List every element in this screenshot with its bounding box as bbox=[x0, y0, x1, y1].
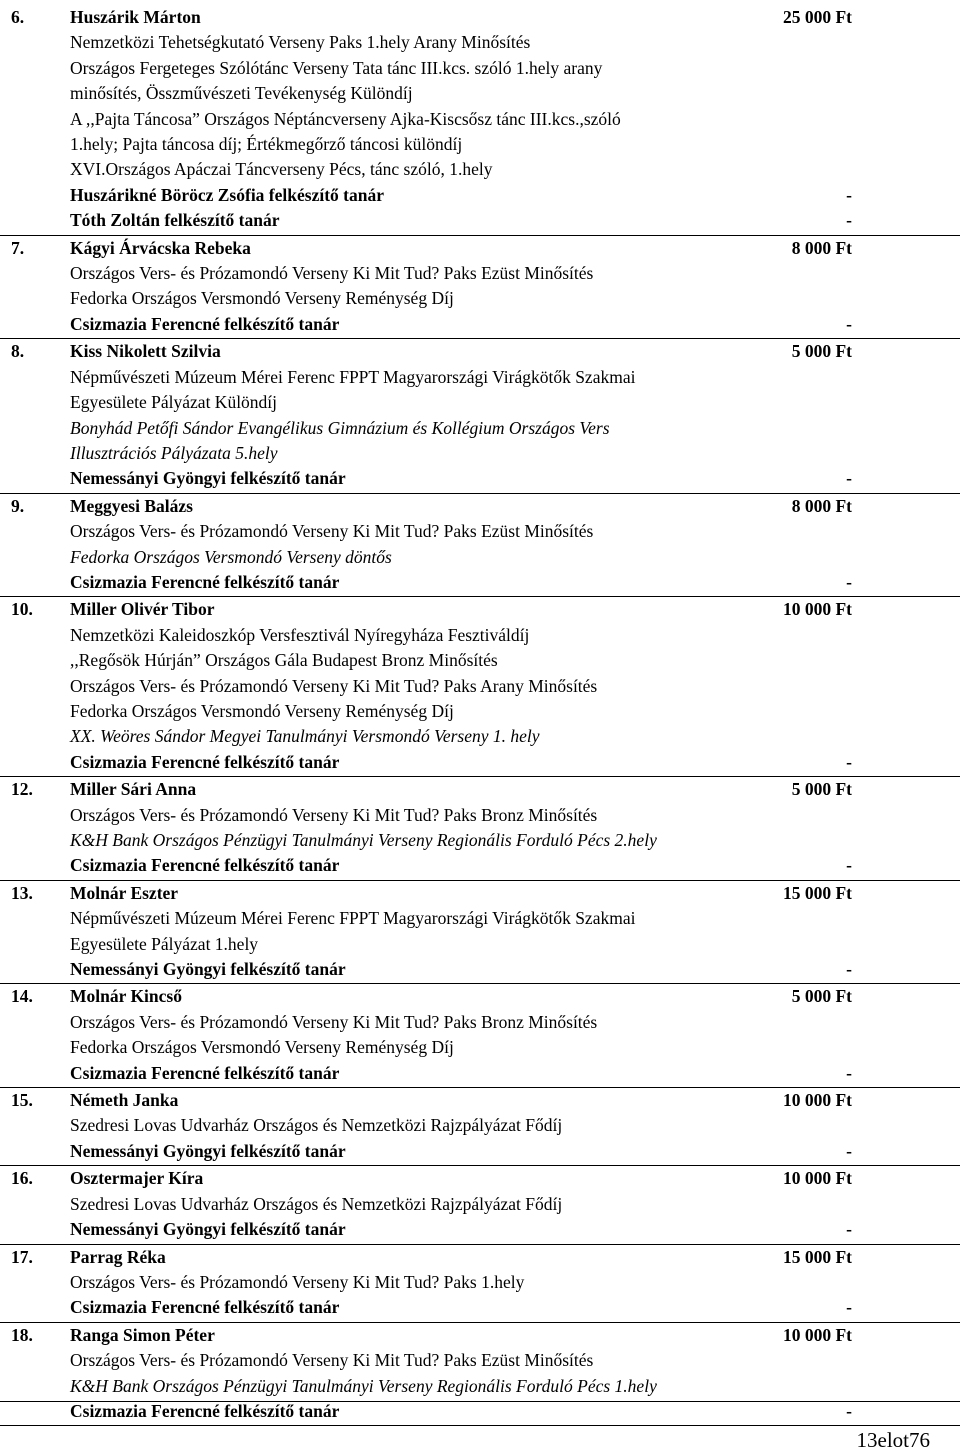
entry-number: 10. bbox=[11, 599, 33, 620]
achievement-line: Országos Fergeteges Szólótánc Verseny Tata tánc III.kcs. szóló 1.hely arany bbox=[70, 57, 603, 78]
achievement-line: Népművészeti Múzeum Mérei Ferenc FPPT Magyarországi Virágkötők Szakmai bbox=[70, 366, 636, 387]
student-name: Molnár Eszter bbox=[70, 882, 179, 903]
entry-number: 16. bbox=[11, 1168, 33, 1189]
teacher-line bbox=[0, 1139, 960, 1164]
achievement-line: Országos Vers- és Prózamondó Verseny Ki Mit Tud? Paks Ezüst Minősítés bbox=[70, 263, 594, 284]
award-amount: 10 000 Ft bbox=[782, 1168, 852, 1189]
award-entry bbox=[0, 777, 960, 881]
award-entry bbox=[0, 597, 960, 777]
entry-number: 17. bbox=[11, 1246, 33, 1267]
teacher-line bbox=[0, 1217, 960, 1242]
teacher-amount-dash: - bbox=[846, 571, 852, 592]
achievement-line: Fedorka Országos Versmondó Verseny Reménység Díj bbox=[70, 1037, 454, 1058]
teacher-name: Csizmazia Ferencné felkészítő tanár bbox=[70, 313, 340, 334]
achievement-line: Nemzetközi Kaleidoszkóp Versfesztivál Nyíregyháza Fesztiváldíj bbox=[70, 624, 530, 645]
achievement-line: XVI.Országos Apáczai Táncverseny Pécs, tánc szóló, 1.hely bbox=[70, 159, 493, 180]
teacher-amount-dash: - bbox=[846, 855, 852, 876]
entry-header bbox=[0, 1088, 960, 1113]
teacher-amount-dash: - bbox=[846, 1062, 852, 1083]
achievement-line: Egyesülete Pályázat 1.hely bbox=[70, 933, 259, 954]
entry-header bbox=[0, 597, 960, 622]
teacher-line bbox=[0, 570, 960, 595]
page-number: 13elot76 bbox=[856, 1428, 930, 1452]
achievement-line: XX. Weöres Sándor Megyei Tanulmányi Versmondó Verseny 1. hely bbox=[70, 726, 540, 747]
entry-number: 15. bbox=[11, 1090, 33, 1111]
teacher-line bbox=[0, 183, 960, 208]
entry-number: 6. bbox=[11, 7, 25, 27]
teacher-line bbox=[0, 853, 960, 878]
entry-number: 9. bbox=[11, 495, 25, 516]
award-amount: 10 000 Ft bbox=[782, 1090, 852, 1111]
teacher-amount-dash: - bbox=[846, 959, 852, 980]
student-name: Meggyesi Balázs bbox=[70, 495, 193, 516]
award-amount: 5 000 Ft bbox=[791, 341, 852, 362]
document-body bbox=[0, 5, 960, 1426]
achievement-line: Országos Vers- és Prózamondó Verseny Ki Mit Tud? Paks 1.hely bbox=[70, 1271, 525, 1292]
award-amount: 15 000 Ft bbox=[782, 882, 852, 903]
teacher-line bbox=[0, 466, 960, 491]
student-name: Kiss Nikolett Szilvia bbox=[70, 341, 221, 362]
teacher-name: Csizmazia Ferencné felkészítő tanár bbox=[70, 1297, 340, 1318]
teacher-line bbox=[0, 750, 960, 775]
achievement-line: Szedresi Lovas Udvarház Országos és Nemzetközi Rajzpályázat Fődíj bbox=[70, 1193, 563, 1214]
achievement-line: ,,Regősök Húrján” Országos Gála Budapest Bronz Minősítés bbox=[70, 650, 498, 671]
achievement-line: A ,,Pajta Táncosa” Országos Néptáncverseny Ajka-Kiscsősz tánc III.kcs.,szóló bbox=[70, 108, 621, 129]
achievement-line: Népművészeti Múzeum Mérei Ferenc FPPT Magyarországi Virágkötők Szakmai bbox=[70, 908, 636, 929]
student-name: Kágyi Árvácska Rebeka bbox=[70, 237, 251, 258]
teacher-line bbox=[0, 1399, 960, 1424]
achievement-line: K&H Bank Országos Pénzügyi Tanulmányi Verseny Regionális Forduló Pécs 1.hely bbox=[70, 1375, 657, 1396]
student-name: Huszárik Márton bbox=[70, 7, 201, 27]
award-amount: 5 000 Ft bbox=[791, 779, 852, 800]
teacher-amount-dash: - bbox=[846, 1140, 852, 1161]
student-name: Németh Janka bbox=[70, 1090, 179, 1111]
achievement-line: Bonyhád Petőfi Sándor Evangélikus Gimnázium és Kollégium Országos Vers bbox=[70, 417, 610, 438]
teacher-amount-dash: - bbox=[846, 1400, 852, 1421]
teacher-line bbox=[0, 312, 960, 337]
entry-number: 13. bbox=[11, 882, 33, 903]
award-entry bbox=[0, 1166, 960, 1244]
student-name: Molnár Kincső bbox=[70, 986, 182, 1007]
award-amount: 15 000 Ft bbox=[782, 1246, 852, 1267]
teacher-name: Csizmazia Ferencné felkészítő tanár bbox=[70, 855, 340, 876]
entry-number: 14. bbox=[11, 986, 33, 1007]
award-entry bbox=[0, 1245, 960, 1323]
achievement-line: Szedresi Lovas Udvarház Országos és Nemzetközi Rajzpályázat Fődíj bbox=[70, 1115, 563, 1136]
teacher-amount-dash: - bbox=[846, 468, 852, 489]
teacher-amount-dash: - bbox=[846, 210, 852, 231]
entry-header bbox=[0, 1166, 960, 1191]
entry-header bbox=[0, 339, 960, 364]
achievement-line: Illusztrációs Pályázata 5.hely bbox=[70, 442, 278, 463]
achievement-line: Fedorka Országos Versmondó Verseny Reménység Díj bbox=[70, 700, 454, 721]
achievement-line: Fedorka Országos Versmondó Verseny Reménység Díj bbox=[70, 288, 454, 309]
award-entry bbox=[0, 984, 960, 1088]
teacher-name: Csizmazia Ferencné felkészítő tanár bbox=[70, 1062, 340, 1083]
award-entry bbox=[0, 1088, 960, 1166]
teacher-name: Csizmazia Ferencné felkészítő tanár bbox=[70, 571, 340, 592]
student-name: Osztermajer Kíra bbox=[70, 1168, 204, 1189]
award-entry bbox=[0, 1323, 960, 1427]
entry-header bbox=[0, 5, 960, 30]
student-name: Parrag Réka bbox=[70, 1246, 166, 1267]
teacher-name: Nemessányi Gyöngyi felkészítő tanár bbox=[70, 468, 346, 489]
entry-header bbox=[0, 1323, 960, 1348]
teacher-amount-dash: - bbox=[846, 1297, 852, 1318]
teacher-line bbox=[0, 957, 960, 982]
footer-rule bbox=[0, 1401, 960, 1402]
award-amount: 10 000 Ft bbox=[782, 1324, 852, 1345]
entry-header bbox=[0, 881, 960, 906]
achievement-line: minősítés, Összművészeti Tevékenység Különdíj bbox=[70, 83, 413, 104]
entry-header bbox=[0, 777, 960, 802]
entry-number: 18. bbox=[11, 1324, 33, 1345]
teacher-amount-dash: - bbox=[846, 1219, 852, 1240]
award-amount: 8 000 Ft bbox=[791, 495, 852, 516]
award-amount: 25 000 Ft bbox=[782, 7, 852, 27]
achievement-line: Fedorka Országos Versmondó Verseny döntős bbox=[70, 546, 392, 567]
teacher-name: Nemessányi Gyöngyi felkészítő tanár bbox=[70, 1219, 346, 1240]
teacher-amount-dash: - bbox=[846, 184, 852, 205]
student-name: Miller Olivér Tibor bbox=[70, 599, 215, 620]
achievement-line: Egyesülete Pályázat Különdíj bbox=[70, 392, 278, 413]
entry-header bbox=[0, 494, 960, 519]
achievement-line: Országos Vers- és Prózamondó Verseny Ki Mit Tud? Paks Bronz Minősítés bbox=[70, 1011, 598, 1032]
award-amount: 5 000 Ft bbox=[791, 986, 852, 1007]
achievement-line: Nemzetközi Tehetségkutató Verseny Paks 1.hely Arany Minősítés bbox=[70, 32, 531, 53]
entry-header bbox=[0, 1245, 960, 1270]
student-name: Miller Sári Anna bbox=[70, 779, 197, 800]
entry-header bbox=[0, 236, 960, 261]
teacher-amount-dash: - bbox=[846, 751, 852, 772]
entry-number: 12. bbox=[11, 779, 33, 800]
teacher-name: Nemessányi Gyöngyi felkészítő tanár bbox=[70, 959, 346, 980]
achievement-line: Országos Vers- és Prózamondó Verseny Ki Mit Tud? Paks Ezüst Minősítés bbox=[70, 521, 594, 542]
achievement-line: K&H Bank Országos Pénzügyi Tanulmányi Verseny Regionális Forduló Pécs 2.hely bbox=[70, 830, 657, 850]
teacher-line bbox=[0, 1295, 960, 1320]
teacher-line bbox=[0, 208, 960, 233]
award-entry bbox=[0, 236, 960, 340]
award-entry bbox=[0, 881, 960, 985]
award-entry bbox=[0, 494, 960, 598]
teacher-name: Csizmazia Ferencné felkészítő tanár bbox=[70, 751, 340, 772]
achievement-line: Országos Vers- és Prózamondó Verseny Ki Mit Tud? Paks Ezüst Minősítés bbox=[70, 1350, 594, 1371]
achievement-line: Országos Vers- és Prózamondó Verseny Ki Mit Tud? Paks Arany Minősítés bbox=[70, 675, 598, 696]
achievement-line: 1.hely; Pajta táncosa díj; Értékmegőrző táncosi különdíj bbox=[70, 134, 463, 155]
teacher-name: Csizmazia Ferencné felkészítő tanár bbox=[70, 1400, 340, 1421]
teacher-name: Huszárikné Böröcz Zsófia felkészítő tanár bbox=[70, 184, 384, 205]
teacher-amount-dash: - bbox=[846, 313, 852, 334]
entry-number: 8. bbox=[11, 341, 25, 362]
award-amount: 8 000 Ft bbox=[791, 237, 852, 258]
achievement-line: Országos Vers- és Prózamondó Verseny Ki Mit Tud? Paks Bronz Minősítés bbox=[70, 804, 598, 825]
teacher-name: Nemessányi Gyöngyi felkészítő tanár bbox=[70, 1140, 346, 1161]
entry-number: 7. bbox=[11, 237, 25, 258]
teacher-line bbox=[0, 1061, 960, 1086]
award-amount: 10 000 Ft bbox=[782, 599, 852, 620]
award-entry bbox=[0, 339, 960, 493]
student-name: Ranga Simon Péter bbox=[70, 1324, 215, 1345]
entry-header bbox=[0, 984, 960, 1009]
teacher-name: Tóth Zoltán felkészítő tanár bbox=[70, 210, 280, 231]
award-entry bbox=[0, 5, 960, 236]
